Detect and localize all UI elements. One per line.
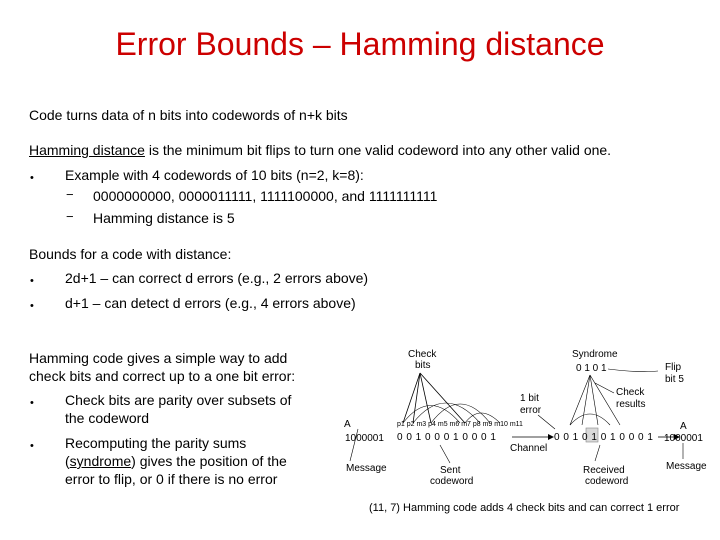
- syndrome-value: 0 1 0 1: [576, 363, 607, 374]
- sent-label-2: codeword: [430, 476, 474, 487]
- flip-label-2: bit 5: [665, 374, 684, 385]
- dash-icon: −: [66, 209, 74, 224]
- message-label-left: Message: [346, 463, 387, 474]
- message-value-left: 1000001: [345, 433, 384, 444]
- a-left: A: [344, 419, 351, 430]
- parity-fan-lines: [403, 403, 500, 423]
- sent-label: Sent: [440, 465, 461, 476]
- paren-open: (: [65, 453, 70, 469]
- check-results-label: Check: [616, 387, 645, 398]
- bound-detect: d+1 – can detect d errors (e.g., 4 errors above): [65, 295, 356, 311]
- bullet-icon: •: [30, 172, 34, 184]
- received-arrow: [595, 445, 600, 461]
- hamming-definition-text: is the minimum bit flips to turn one valid codeword into any other valid one.: [144, 142, 612, 158]
- bullet-icon: •: [30, 300, 34, 312]
- one-bit-error-label: 1 bit: [520, 393, 539, 404]
- sent-arrow: [440, 445, 450, 463]
- received-codeword: 0 0 1 0 1 0 1 0 0 0 1: [554, 432, 654, 443]
- check-bits-label-2: bits: [415, 360, 431, 371]
- bound-correct: 2d+1 – can correct d errors (e.g., 2 errors above): [65, 270, 369, 286]
- one-bit-error-label-2: error: [520, 405, 542, 416]
- bit-positions: p1 p2 m3 p4 m5 m6 m7 p8 m9 m10 m11: [397, 421, 523, 428]
- parity-bullet-line1: Check bits are parity over subsets of: [65, 392, 292, 408]
- hamming-code-figure: [340, 343, 710, 493]
- syndrome-bullet-line2: [65, 452, 287, 470]
- hamming-intro-line2: check bits and correct up to a one bit error:: [29, 368, 296, 384]
- dash-icon: −: [66, 187, 74, 202]
- hamming-distance-term: Hamming distance: [29, 142, 145, 158]
- syndrome-term: syndrome: [69, 453, 132, 469]
- message-value-right: 1000001: [664, 433, 703, 444]
- slide-title: Error Bounds – Hamming distance: [115, 26, 605, 62]
- example-bullet: Example with 4 codewords of 10 bits (n=2, k=8):: [65, 167, 364, 183]
- syndrome-bullet-line3: error to flip, or 0 if there is no error: [65, 471, 278, 487]
- example-codewords: 0000000000, 0000011111, 1111100000, and 1111111111: [93, 188, 438, 204]
- example-distance: Hamming distance is 5: [93, 210, 235, 226]
- syndrome-label: Syndrome: [572, 349, 618, 360]
- hamming-definition: [29, 141, 611, 159]
- check-bit-arrows: [403, 373, 465, 423]
- bounds-heading: Bounds for a code with distance:: [29, 246, 232, 262]
- check-bits-label: Check: [408, 349, 437, 360]
- a-right: A: [680, 421, 687, 432]
- message-label-right: Message: [666, 461, 707, 472]
- sent-codeword: 0 0 1 0 0 0 1 0 0 0 1: [397, 432, 497, 443]
- syndrome-lines: [570, 375, 620, 425]
- bullet-icon: •: [30, 440, 34, 452]
- figure-caption: (11, 7) Hamming code adds 4 check bits and can correct 1 error: [369, 502, 680, 514]
- channel-label: Channel: [510, 443, 548, 454]
- flip-arrow: [608, 369, 658, 372]
- flip-label: Flip: [665, 362, 682, 373]
- bullet-icon: •: [30, 275, 34, 287]
- check-results-label-2: results: [616, 399, 646, 410]
- syndrome-bullet-line1: Recomputing the parity sums: [65, 435, 247, 451]
- intro-line: Code turns data of n bits into codewords of n+k bits: [29, 107, 348, 123]
- parity-bullet-line2: the codeword: [65, 410, 150, 426]
- hamming-intro-line1: Hamming code gives a simple way to add: [29, 350, 288, 366]
- syndrome-bullet-text: ) gives the position of the: [131, 453, 287, 469]
- bullet-icon: •: [30, 397, 34, 409]
- received-label-2: codeword: [585, 476, 629, 487]
- error-arrow: [538, 415, 555, 429]
- received-label: Received: [583, 465, 625, 476]
